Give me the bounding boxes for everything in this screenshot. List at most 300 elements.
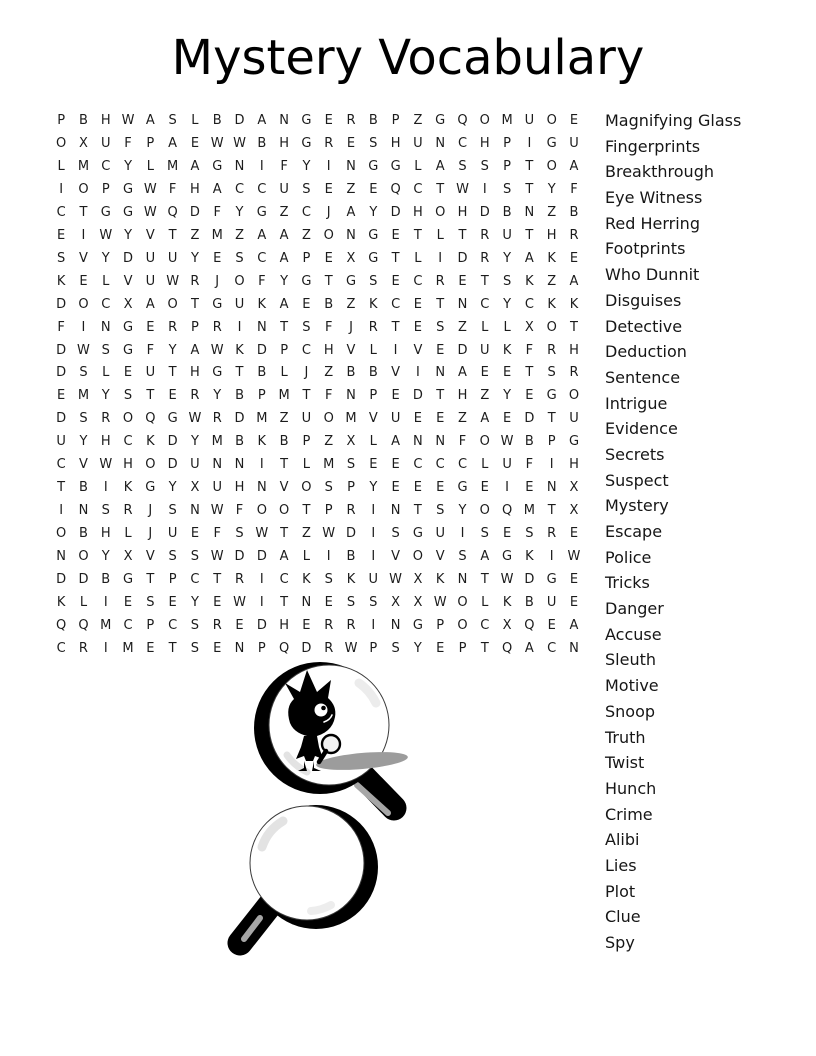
grid-letter: N (390, 617, 401, 633)
grid-letter: W (500, 434, 514, 450)
grid-letter: X (123, 296, 133, 312)
grid-letter: S (480, 526, 489, 542)
grid-letter: L (280, 365, 288, 381)
grid-letter: V (435, 549, 445, 565)
grid-letter: E (502, 526, 512, 542)
grid-letter: H (279, 617, 289, 633)
grid-letter: S (168, 112, 177, 128)
grid-letter: C (413, 457, 423, 473)
grid-letter: G (368, 250, 379, 266)
grid-letter: R (190, 388, 200, 404)
grid-letter: I (326, 549, 331, 565)
grid-letter: P (547, 434, 556, 450)
grid-letter: E (235, 617, 244, 633)
grid-letter: K (235, 342, 244, 358)
word-list-item: Detective (605, 316, 683, 336)
grid-letter: N (234, 457, 245, 473)
grid-letter: U (524, 112, 535, 128)
word-list-item: Clue (605, 907, 641, 927)
grid-letter: J (148, 526, 153, 542)
grid-letter: K (123, 480, 133, 496)
grid-letter: Q (390, 181, 401, 197)
grid-letter: T (570, 319, 578, 335)
grid-letter: W (389, 572, 403, 588)
grid-letter: W (143, 204, 157, 220)
grid-letter: U (167, 250, 178, 266)
grid-letter: S (346, 457, 356, 473)
grid-letter: M (77, 388, 90, 404)
grid-letter: D (56, 365, 67, 381)
grid-letter: P (503, 158, 511, 174)
grid-letter: E (324, 112, 333, 128)
grid-letter: R (101, 411, 111, 427)
word-list-item: Accuse (605, 624, 662, 644)
grid-letter: W (210, 549, 224, 565)
grid-letter: G (502, 549, 513, 565)
grid-letter: T (280, 594, 289, 610)
grid-letter: C (480, 296, 490, 312)
word-list-item: Lies (605, 855, 637, 875)
grid-letter: W (433, 594, 447, 610)
grid-letter: R (480, 227, 490, 243)
grid-letter: Y (369, 204, 378, 220)
grid-letter: X (413, 594, 423, 610)
grid-letter: X (569, 503, 579, 519)
grid-letter: R (168, 319, 178, 335)
grid-letter: D (390, 204, 401, 220)
grid-letter: E (168, 594, 177, 610)
grid-letter: E (413, 411, 422, 427)
word-list (605, 108, 741, 956)
grid-letter: N (256, 319, 267, 335)
grid-letter: Y (190, 594, 199, 610)
grid-letter: G (123, 181, 134, 197)
grid-letter: Y (235, 204, 244, 220)
grid-letter: I (59, 181, 64, 197)
grid-letter: L (436, 227, 444, 243)
grid-letter: E (569, 526, 579, 542)
grid-letter: O (546, 319, 557, 335)
grid-letter: P (257, 640, 266, 656)
grid-letter: D (167, 457, 178, 473)
grid-letter: E (569, 594, 579, 610)
grid-letter: R (212, 319, 222, 335)
grid-letter: E (190, 135, 200, 151)
grid-letter: D (56, 342, 67, 358)
grid-letter: N (56, 549, 67, 565)
grid-letter: Z (235, 227, 244, 243)
word-list-item: Deduction (605, 342, 687, 362)
grid-letter: L (481, 457, 489, 473)
grid-letter: O (479, 434, 490, 450)
grid-letter: V (413, 342, 423, 358)
grid-letter: S (391, 640, 400, 656)
grid-letter: S (436, 503, 445, 519)
grid-letter: G (568, 434, 580, 450)
grid-letter: S (502, 181, 512, 197)
grid-letter: L (481, 594, 489, 610)
grid-letter: G (123, 204, 134, 220)
grid-letter: R (547, 342, 557, 358)
grid-letter: A (279, 227, 289, 243)
grid-letter: E (190, 526, 200, 542)
grid-letter: U (390, 411, 401, 427)
grid-letter: E (123, 365, 133, 381)
grid-letter: A (279, 250, 289, 266)
grid-letter: A (391, 434, 401, 450)
grid-letter: N (212, 457, 223, 473)
grid-letter: A (524, 250, 534, 266)
grid-letter: E (57, 388, 66, 404)
grid-letter: S (480, 158, 489, 174)
grid-letter: W (567, 549, 581, 565)
grid-letter: N (279, 112, 289, 128)
grid-letter: H (234, 480, 245, 496)
grid-letter: L (146, 158, 154, 174)
grid-letter: I (326, 158, 331, 174)
grid-letter: J (215, 273, 220, 289)
grid-letter: I (103, 640, 108, 656)
grid-letter: S (168, 549, 177, 565)
grid-letter: N (390, 503, 401, 519)
grid-letter: G (212, 296, 223, 312)
grid-letter: I (371, 526, 376, 542)
grid-letter: O (167, 296, 178, 312)
grid-letter: N (346, 227, 356, 243)
grid-letter: U (100, 135, 111, 151)
grid-letter: T (213, 572, 222, 588)
grid-letter: U (145, 273, 156, 289)
grid-letter: R (190, 273, 200, 289)
grid-letter: E (324, 594, 333, 610)
grid-letter: K (525, 273, 534, 289)
grid-letter: G (123, 319, 134, 335)
grid-letter: W (188, 411, 202, 427)
grid-letter: N (546, 480, 557, 496)
grid-letter: Y (302, 158, 311, 174)
grid-letter: W (500, 572, 514, 588)
grid-letter: S (502, 273, 512, 289)
grid-letter: T (525, 181, 534, 197)
grid-letter: O (56, 526, 67, 542)
grid-letter: P (146, 617, 155, 633)
grid-letter: O (546, 158, 557, 174)
grid-letter: Y (503, 250, 512, 266)
grid-letter: O (78, 296, 89, 312)
grid-letter: W (344, 640, 358, 656)
grid-letter: K (502, 594, 512, 610)
grid-letter: A (569, 273, 579, 289)
grid-letter: C (301, 204, 311, 220)
grid-letter: M (211, 227, 223, 243)
grid-letter: O (279, 503, 290, 519)
word-list-item: Sleuth (605, 650, 656, 670)
grid-letter: Y (101, 388, 110, 404)
grid-letter: Z (346, 296, 356, 312)
grid-letter: E (302, 296, 311, 312)
grid-letter: X (78, 135, 88, 151)
grid-letter: O (301, 480, 312, 496)
grid-letter: Y (190, 434, 199, 450)
grid-letter: K (257, 296, 267, 312)
grid-letter: D (167, 434, 178, 450)
grid-letter: T (146, 388, 155, 404)
word-list-item: Mystery (605, 496, 669, 516)
grid-letter: F (213, 526, 221, 542)
grid-letter: V (368, 411, 378, 427)
grid-letter: R (235, 572, 245, 588)
grid-letter: U (301, 411, 312, 427)
grid-letter: P (369, 640, 378, 656)
grid-letter: Z (346, 181, 356, 197)
grid-letter: W (210, 135, 224, 151)
grid-letter: E (302, 617, 311, 633)
grid-letter: G (390, 158, 401, 174)
grid-letter: T (525, 365, 534, 381)
grid-letter: R (212, 411, 222, 427)
grid-letter: C (457, 135, 468, 151)
grid-letter: T (480, 572, 489, 588)
grid-letter: C (547, 640, 557, 656)
grid-letter: N (301, 594, 312, 610)
grid-letter: E (369, 457, 378, 473)
grid-letter: E (213, 250, 222, 266)
grid-letter: Z (190, 227, 200, 243)
grid-letter: D (256, 549, 267, 565)
grid-letter: S (79, 411, 88, 427)
grid-letter: U (145, 365, 156, 381)
grid-letter: E (569, 250, 579, 266)
grid-letter: W (166, 273, 180, 289)
grid-letter: F (146, 342, 155, 358)
grid-letter: W (322, 526, 336, 542)
grid-letter: S (79, 365, 88, 381)
grid-letter: F (280, 158, 288, 174)
grid-letter: R (435, 273, 445, 289)
grid-letter: F (124, 135, 132, 151)
grid-letter: R (368, 319, 378, 335)
grid-letter: E (502, 411, 512, 427)
grid-letter: N (256, 480, 267, 496)
grid-letter: H (569, 457, 579, 473)
grid-letter: E (213, 594, 222, 610)
grid-letter: K (369, 296, 378, 312)
grid-letter: D (56, 572, 67, 588)
grid-letter: Y (458, 503, 467, 519)
grid-letter: K (547, 296, 556, 312)
grid-letter: E (436, 480, 445, 496)
grid-letter: I (549, 549, 554, 565)
grid-letter: T (547, 411, 556, 427)
grid-letter: V (78, 250, 88, 266)
grid-letter: Y (547, 181, 556, 197)
grid-letter: G (345, 273, 357, 289)
grid-letter: E (413, 296, 422, 312)
grid-letter: X (502, 617, 512, 633)
grid-letter: K (257, 434, 267, 450)
magnifying-glass-illustration (200, 655, 450, 975)
grid-letter: I (81, 227, 86, 243)
grid-letter: L (481, 319, 489, 335)
grid-letter: P (369, 388, 378, 404)
grid-letter: P (458, 640, 467, 656)
grid-letter: I (549, 457, 554, 473)
grid-letter: D (234, 411, 245, 427)
grid-letter: D (56, 296, 67, 312)
grid-letter: F (235, 503, 244, 519)
grid-letter: Z (413, 112, 423, 128)
grid-letter: Y (168, 480, 177, 496)
grid-letter: N (457, 296, 468, 312)
grid-letter: P (57, 112, 66, 128)
grid-letter: L (414, 158, 422, 174)
grid-letter: M (122, 640, 134, 656)
grid-letter: V (391, 365, 401, 381)
grid-letter: K (547, 250, 556, 266)
grid-letter: O (568, 388, 580, 404)
grid-letter: P (436, 617, 445, 633)
grid-letter: I (59, 503, 64, 519)
grid-letter: W (77, 342, 90, 358)
word-list-item: Snoop (605, 701, 656, 721)
grid-letter: S (369, 594, 378, 610)
grid-letter: I (237, 319, 242, 335)
grid-letter: R (346, 112, 356, 128)
grid-letter: Z (279, 204, 289, 220)
grid-letter: T (436, 181, 445, 197)
grid-letter: E (525, 388, 534, 404)
grid-letter: N (435, 135, 446, 151)
grid-letter: V (279, 480, 289, 496)
grid-letter: B (257, 365, 267, 381)
grid-letter: F (525, 457, 534, 473)
grid-letter: Q (279, 640, 290, 656)
grid-letter: G (212, 365, 223, 381)
grid-letter: B (324, 296, 334, 312)
grid-letter: M (345, 411, 357, 427)
word-list-item: Escape (605, 522, 663, 541)
grid-letter: K (146, 434, 155, 450)
grid-letter: Y (413, 640, 422, 656)
grid-letter: A (435, 158, 445, 174)
grid-letter: W (210, 342, 224, 358)
grid-letter: L (102, 273, 110, 289)
grid-letter: Y (124, 158, 133, 174)
grid-letter: R (346, 617, 356, 633)
grid-letter: E (502, 365, 512, 381)
grid-letter: F (324, 319, 333, 335)
grid-letter: Z (324, 365, 334, 381)
grid-letter: N (435, 434, 446, 450)
grid-letter: G (301, 273, 312, 289)
grid-letter: G (368, 227, 379, 243)
grid-letter: N (457, 572, 468, 588)
grid-letter: S (168, 503, 177, 519)
grid-letter: Z (480, 388, 490, 404)
grid-letter: Y (101, 250, 110, 266)
grid-letter: Q (56, 617, 67, 633)
grid-letter: S (302, 319, 311, 335)
grid-letter: H (457, 388, 468, 404)
grid-letter: U (569, 135, 579, 151)
grid-letter: R (324, 640, 334, 656)
grid-letter: H (390, 135, 401, 151)
grid-letter: U (279, 181, 289, 197)
grid-letter: W (99, 227, 113, 243)
grid-letter: B (346, 365, 356, 381)
grid-letter: T (480, 640, 489, 656)
grid-letter: W (255, 526, 269, 542)
grid-letter: E (391, 480, 400, 496)
grid-letter: O (323, 227, 334, 243)
grid-letter: L (302, 457, 311, 473)
grid-letter: A (212, 181, 222, 197)
grid-letter: C (457, 457, 468, 473)
word-list-item: Who Dunnit (605, 265, 700, 285)
grid-letter: H (457, 204, 468, 220)
grid-letter: I (482, 181, 487, 197)
grid-letter: X (524, 319, 534, 335)
grid-letter: I (259, 572, 264, 588)
grid-letter: L (414, 250, 422, 266)
grid-letter: Z (301, 227, 311, 243)
grid-letter: P (146, 135, 155, 151)
grid-letter: F (258, 273, 266, 289)
grid-letter: M (77, 158, 90, 174)
grid-letter: M (278, 388, 290, 404)
grid-letter: R (212, 617, 222, 633)
magnifying-glass-bottom-icon (240, 805, 378, 943)
grid-letter: E (391, 457, 400, 473)
word-list-item: Crime (605, 804, 653, 824)
grid-letter: T (280, 526, 289, 542)
grid-letter: S (436, 319, 445, 335)
grid-letter: O (457, 617, 468, 633)
grid-letter: S (190, 640, 200, 656)
grid-letter: I (527, 135, 532, 151)
grid-letter: E (146, 640, 155, 656)
grid-letter: G (546, 388, 557, 404)
grid-letter: U (413, 135, 423, 151)
grid-letter: T (525, 158, 534, 174)
grid-letter: S (146, 594, 155, 610)
grid-letter: M (523, 503, 535, 519)
grid-letter: E (123, 594, 133, 610)
word-list-item: Motive (605, 676, 659, 696)
grid-letter: F (213, 204, 221, 220)
grid-letter: B (569, 204, 579, 220)
grid-letter: S (324, 572, 333, 588)
grid-letter: K (525, 549, 534, 565)
grid-letter: E (436, 342, 445, 358)
grid-letter: T (146, 572, 155, 588)
grid-letter: I (259, 158, 264, 174)
grid-letter: Y (213, 388, 222, 404)
grid-letter: U (569, 411, 579, 427)
grid-letter: X (569, 480, 579, 496)
grid-letter: P (324, 503, 333, 519)
grid-letter: H (123, 457, 133, 473)
detective-illustration-graphic (200, 655, 450, 975)
grid-letter: N (234, 158, 245, 174)
grid-letter: N (346, 388, 356, 404)
grid-letter: A (480, 549, 490, 565)
grid-letter: C (279, 572, 289, 588)
grid-letter: S (101, 342, 110, 358)
grid-letter: T (190, 296, 199, 312)
grid-letter: A (569, 158, 579, 174)
grid-letter: F (324, 388, 333, 404)
